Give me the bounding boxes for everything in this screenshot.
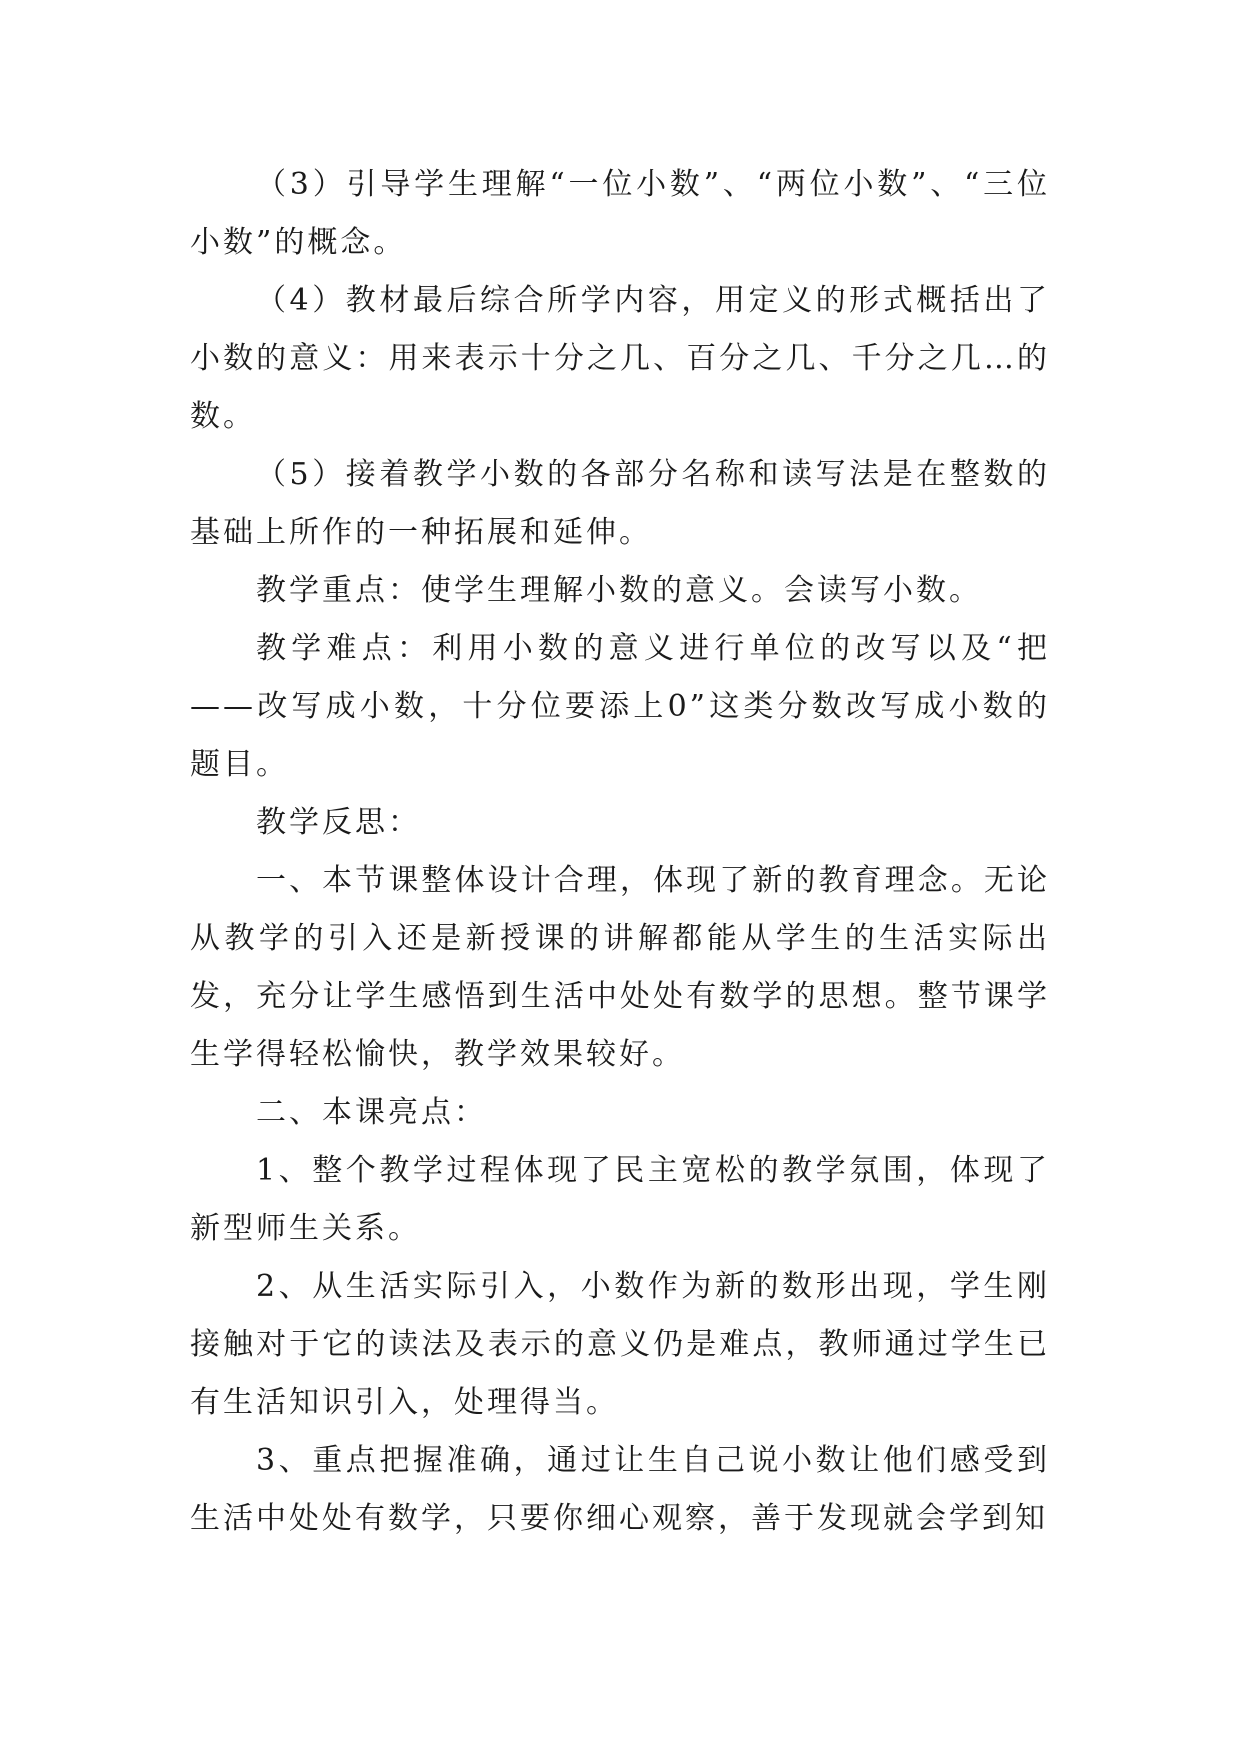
paragraph-reflection-heading: 教学反思： [256,805,421,840]
paragraph-point-4: （4）教材最后综合所学内容，用定义的形式概括出了小数的意义：用来表示十分之几、百分之几、千分之几…的数。 [190,283,1050,434]
paragraph-highlight-3: 3、重点把握准确，通过让生自己说小数让他们感受到生活中处处有数学，只要你细心观察，善于发现就会学到知 [190,1443,1050,1536]
paragraph-highlight-2: 2、从生活实际引入，小数作为新的数形出现，学生刚接触对于它的读法及表示的意义仍是难点，教师通过学生已有生活知识引入，处理得当。 [190,1269,1050,1420]
paragraph-reflection-one: 一、本节课整体设计合理，体现了新的教育理念。无论从教学的引入还是新授课的讲解都能从学生的生活实际出发，充分让学生感悟到生活中处处有数学的思想。整节课学生学得轻松愉快，教学效果较好。 [190,863,1050,1072]
paragraph-highlight-1: 1、整个教学过程体现了民主宽松的教学氛围，体现了新型师生关系。 [190,1153,1050,1246]
paragraph-highlights-heading: 二、本课亮点： [256,1095,487,1130]
paragraph-difficulties: 教学难点：利用小数的意义进行单位的改写以及“把——改写成小数，十分位要添上0”这类分数改写成小数的题目。 [190,631,1050,782]
document-page [190,156,1050,1548]
paragraph-point-3: （3）引导学生理解“一位小数”、“两位小数”、“三位小数”的概念。 [190,167,1050,260]
paragraph-key-points: 教学重点：使学生理解小数的意义。会读写小数。 [256,573,982,608]
paragraph-point-5: （5）接着教学小数的各部分名称和读写法是在整数的基础上所作的一种拓展和延伸。 [190,457,1050,550]
